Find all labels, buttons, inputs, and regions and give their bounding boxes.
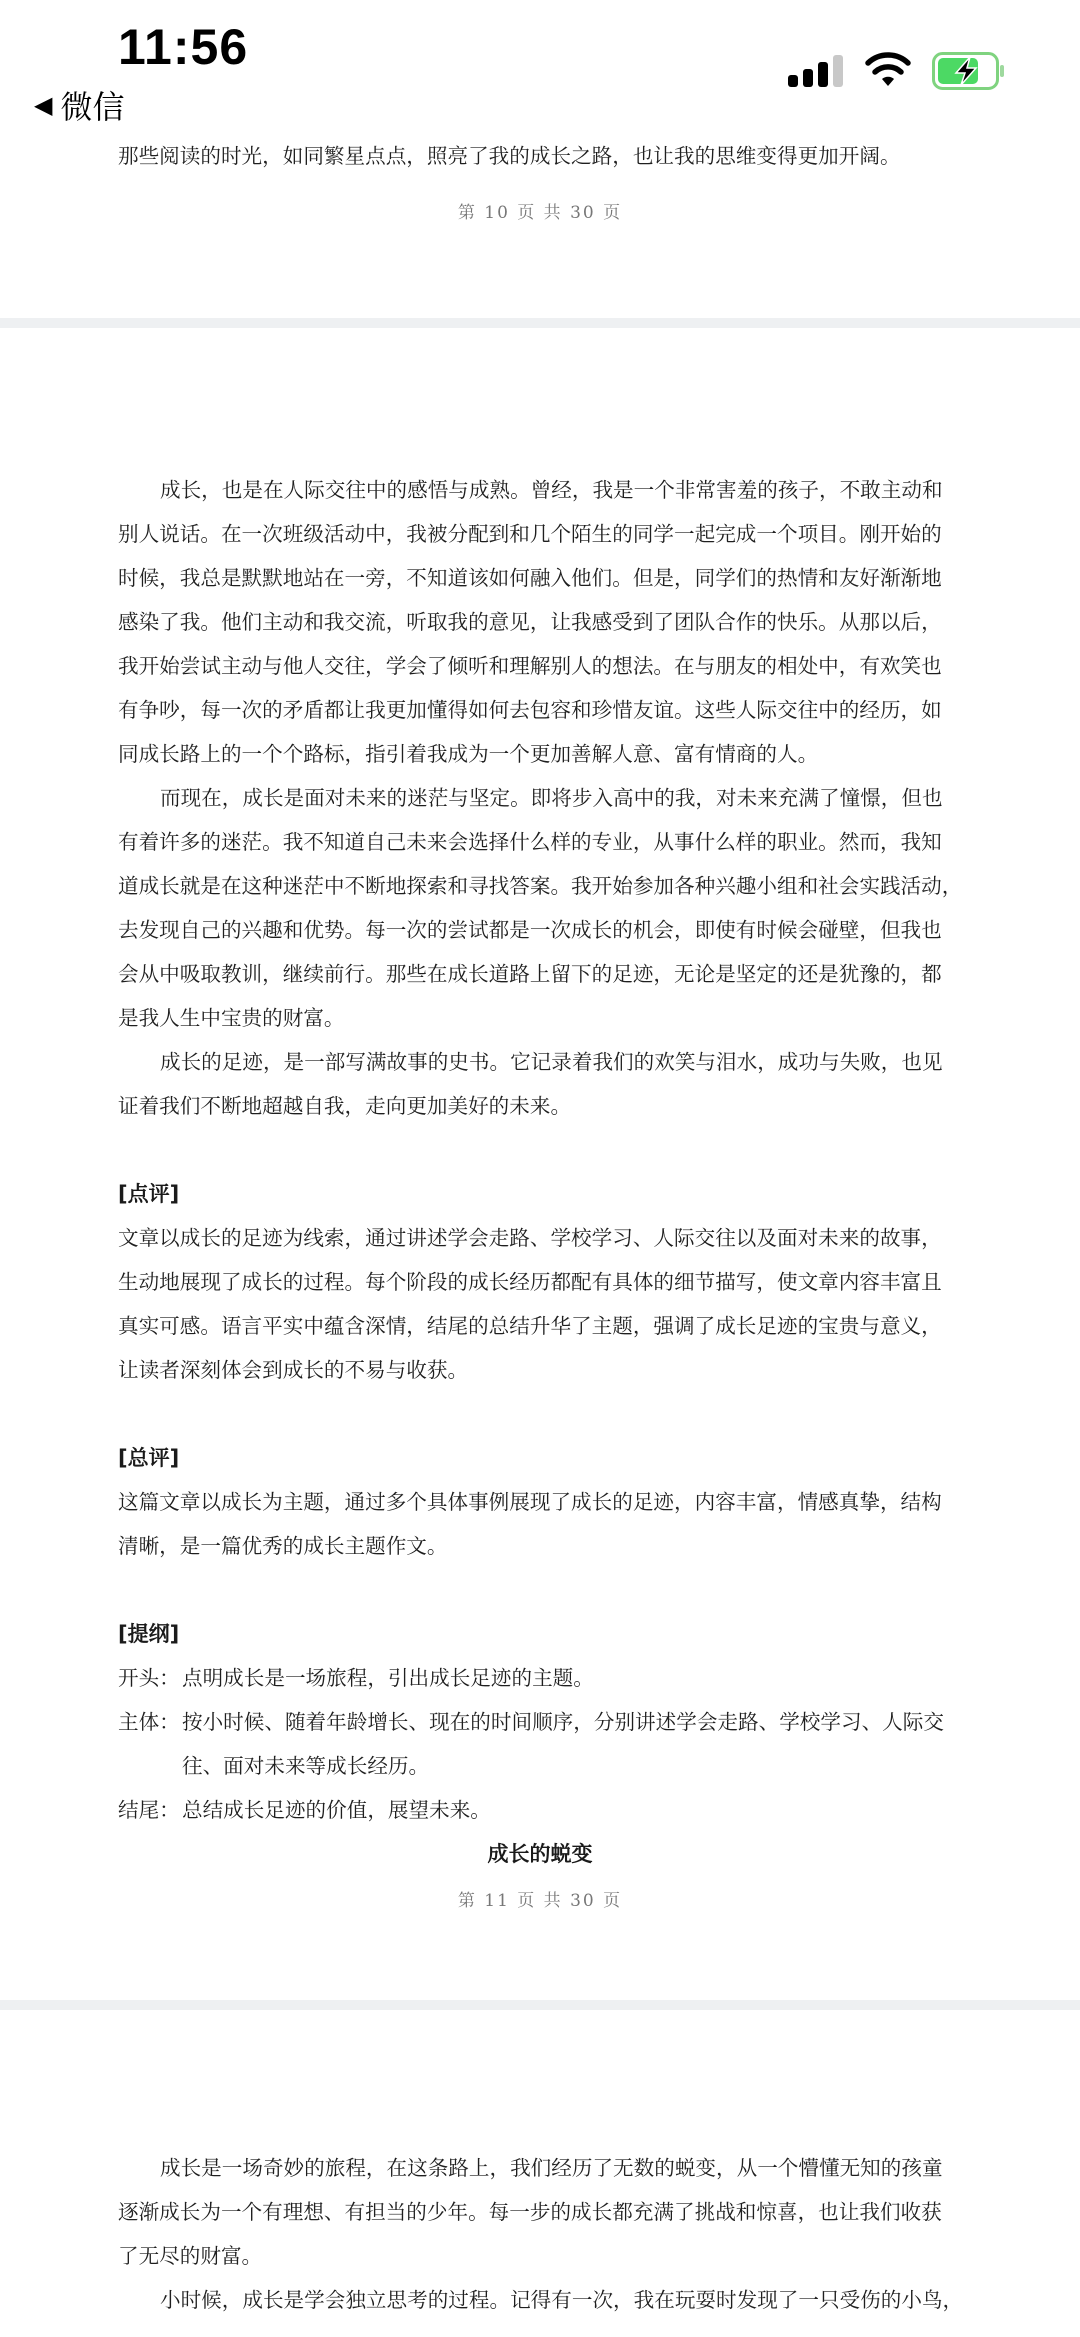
- page-separator: [0, 318, 1080, 328]
- paragraph-line: 是我人生中宝贵的财富。: [118, 1006, 345, 1030]
- summary-heading: [总评]: [118, 1446, 180, 1470]
- paragraph-line: 小时候，成长是学会独立思考的过程。记得有一次，我在玩耍时发现了一只受伤的小鸟，: [160, 2288, 964, 2312]
- status-time: 11:56: [118, 19, 249, 75]
- review-line: 真实可感。语言平实中蕴含深情，结尾的总结升华了主题，强调了成长足迹的宝贵与意义，: [118, 1314, 942, 1338]
- outline-body: 按小时候、随着年龄增长、现在的时间顺序，分别讲述学会走路、学校学习、人际交: [182, 1710, 944, 1734]
- paragraph-line: 成长是一场奇妙的旅程，在这条路上，我们经历了无数的蜕变，从一个懵懂无知的孩童: [160, 2156, 943, 2180]
- page-separator: [0, 2000, 1080, 2010]
- paragraph-line: 逐渐成长为一个有理想、有担当的少年。每一步的成长都充满了挑战和惊喜，也让我们收获: [118, 2200, 942, 2224]
- review-line: 文章以成长的足迹为线索，通过讲述学会走路、学校学习、人际交往以及面对未来的故事，: [118, 1226, 942, 1250]
- back-triangle-icon: ◀: [34, 91, 53, 119]
- page-12: [0, 2010, 1080, 2337]
- paragraph-line: 我开始尝试主动与他人交往，学会了倾听和理解别人的想法。在与朋友的相处中，有欢笑也: [118, 654, 942, 678]
- page-11: [0, 328, 1080, 2000]
- review-heading: [点评]: [118, 1182, 180, 1206]
- paragraph-line: 同成长路上的一个个路标，指引着我成为一个更加善解人意、富有情商的人。: [118, 742, 819, 766]
- paragraph-line: 有争吵，每一次的矛盾都让我更加懂得如何去包容和珍惜友谊。这些人际交往中的经历，如: [118, 698, 942, 722]
- outline-opening: 点明成长是一场旅程，引出成长足迹的主题。: [182, 1666, 594, 1690]
- outline-heading: [提纲]: [118, 1622, 180, 1646]
- page-10-last-line: 那些阅读的时光，如同繁星点点，照亮了我的成长之路，也让我的思维变得更加开阔。: [118, 144, 901, 168]
- back-to-wechat-button[interactable]: [32, 82, 130, 128]
- paragraph-line: 别人说话。在一次班级活动中，我被分配到和几个陌生的同学一起完成一个项目。刚开始的: [118, 522, 942, 546]
- summary-line: 这篇文章以成长为主题，通过多个具体事例展现了成长的足迹，内容丰富，情感真挚，结构: [118, 1490, 942, 1514]
- outline-body: 往、面对未来等成长经历。: [182, 1754, 430, 1778]
- review-line: 生动地展现了成长的过程。每个阶段的成长经历都配有具体的细节描写，使文章内容丰富且: [118, 1270, 942, 1294]
- status-bar: [0, 0, 1080, 130]
- review-line: 让读者深刻体会到成长的不易与收获。: [118, 1358, 469, 1382]
- paragraph-line: 成长，也是在人际交往中的感悟与成熟。曾经，我是一个非常害羞的孩子，不敢主动和: [160, 478, 943, 502]
- paragraph-line: 感染了我。他们主动和我交流，听取我的意见，让我感受到了团队合作的快乐。从那以后，: [118, 610, 942, 634]
- paragraph-line: 证着我们不断地超越自我，走向更加美好的未来。: [118, 1094, 572, 1118]
- outline-ending: 总结成长足迹的价值，展望未来。: [182, 1798, 491, 1822]
- paragraph-line: 时候，我总是默默地站在一旁，不知道该如何融入他们。但是，同学们的热情和友好渐渐地: [118, 566, 942, 590]
- paragraph-line: 道成长就是在这种迷茫中不断地探索和寻找答案。我开始参加各种兴趣小组和社会实践活动，: [118, 874, 963, 898]
- wifi-icon: [864, 50, 912, 90]
- paragraph-line: 了无尽的财富。: [118, 2244, 263, 2268]
- paragraph-line: 会从中吸取教训，继续前行。那些在成长道路上留下的足迹，无论是坚定的还是犹豫的，都: [118, 962, 942, 986]
- essay-title: 成长的蜕变: [487, 1842, 593, 1866]
- back-label: 微信: [60, 88, 125, 126]
- outline-opening-label: 开头：: [118, 1666, 180, 1690]
- outline-ending-label: 结尾：: [118, 1798, 180, 1822]
- paragraph-line: 而现在，成长是面对未来的迷茫与坚定。即将步入高中的我，对未来充满了憧憬，但也: [160, 786, 943, 810]
- page-number: 第 10 页 共 30 页: [457, 203, 623, 223]
- summary-line: 清晰，是一篇优秀的成长主题作文。: [118, 1534, 448, 1558]
- paragraph-line: 成长的足迹，是一部写满故事的史书。它记录着我们的欢笑与泪水，成功与失败，也见: [160, 1050, 943, 1074]
- outline-body-label: 主体：: [118, 1710, 180, 1734]
- battery-charging-icon: [932, 52, 1006, 90]
- cellular-signal-icon: [788, 53, 846, 87]
- page-number: 第 11 页 共 30 页: [457, 1891, 623, 1911]
- paragraph-line: 去发现自己的兴趣和优势。每一次的尝试都是一次成长的机会，即使有时候会碰壁，但我也: [118, 918, 942, 942]
- paragraph-line: 有着许多的迷茫。我不知道自己未来会选择什么样的专业，从事什么样的职业。然而，我知: [118, 830, 942, 854]
